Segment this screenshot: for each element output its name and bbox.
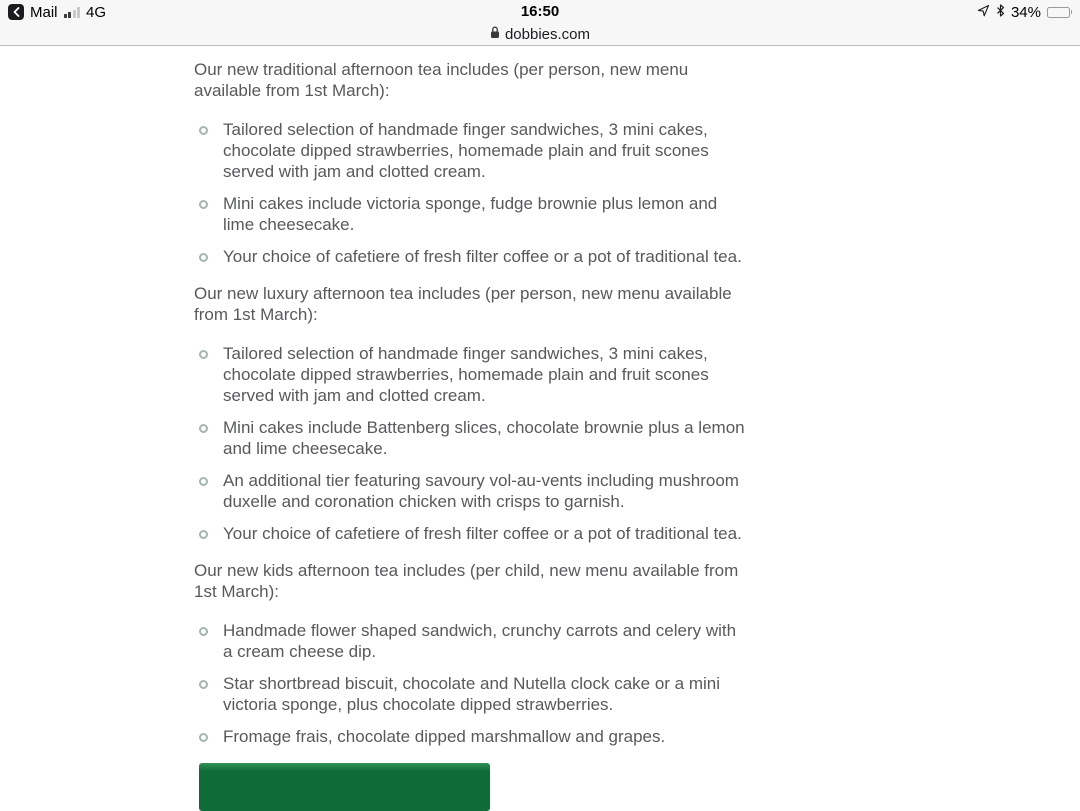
battery-percent-label: 34% bbox=[1010, 3, 1041, 21]
lock-icon bbox=[490, 26, 500, 43]
back-app-label[interactable]: Mail bbox=[30, 3, 58, 21]
clock: 16:50 bbox=[520, 3, 560, 20]
browser-chrome bbox=[0, 0, 1080, 46]
location-arrow-icon bbox=[977, 4, 990, 21]
menu-list-kids bbox=[194, 620, 750, 747]
cellular-signal-icon bbox=[64, 7, 81, 18]
page-content bbox=[0, 46, 750, 811]
back-chevron-icon bbox=[12, 4, 21, 21]
list-item: Fromage frais, chocolate dipped marshmallow and grapes. bbox=[194, 726, 750, 747]
list-item: Mini cakes include Battenberg slices, chocolate brownie plus a lemon and lime cheesecake. bbox=[194, 417, 750, 459]
list-item: Your choice of cafetiere of fresh filter coffee or a pot of traditional tea. bbox=[194, 246, 750, 267]
status-bar bbox=[0, 0, 1080, 22]
menu-list-luxury bbox=[194, 343, 750, 544]
list-item: Your choice of cafetiere of fresh filter coffee or a pot of traditional tea. bbox=[194, 523, 750, 544]
section-intro-luxury: Our new luxury afternoon tea includes (per person, new menu available from 1st March): bbox=[194, 284, 732, 324]
menu-list-traditional bbox=[194, 119, 750, 267]
battery-icon bbox=[1047, 7, 1072, 18]
section-intro-traditional: Our new traditional afternoon tea includes (per person, new menu available from 1st March): bbox=[194, 60, 689, 100]
list-item: Tailored selection of handmade finger sandwiches, 3 mini cakes, chocolate dipped strawberries, homemade plain and fruit scones served with jam and clotted cream. bbox=[194, 343, 750, 406]
list-item: Mini cakes include victoria sponge, fudge brownie plus lemon and lime cheesecake. bbox=[194, 193, 750, 235]
list-item: Star shortbread biscuit, chocolate and Nutella clock cake or a mini victoria sponge, plus chocolate dipped strawberries. bbox=[194, 673, 750, 715]
list-item: Tailored selection of handmade finger sandwiches, 3 mini cakes, chocolate dipped strawberries, homemade plain and fruit scones served with jam and clotted cream. bbox=[194, 119, 750, 182]
back-to-app-button[interactable] bbox=[8, 4, 24, 20]
section-intro-kids: Our new kids afternoon tea includes (per child, new menu available from 1st March): bbox=[194, 561, 739, 601]
list-item: Handmade flower shaped sandwich, crunchy carrots and celery with a cream cheese dip. bbox=[194, 620, 750, 662]
network-type-label: 4G bbox=[86, 3, 107, 21]
url-domain[interactable]: dobbies.com bbox=[504, 25, 591, 43]
bluetooth-icon bbox=[996, 4, 1005, 21]
green-cta-button[interactable] bbox=[199, 763, 490, 811]
list-item: An additional tier featuring savoury vol-au-vents including mushroom duxelle and coronation chicken with crisps to garnish. bbox=[194, 470, 750, 512]
url-bar[interactable] bbox=[0, 22, 1080, 46]
